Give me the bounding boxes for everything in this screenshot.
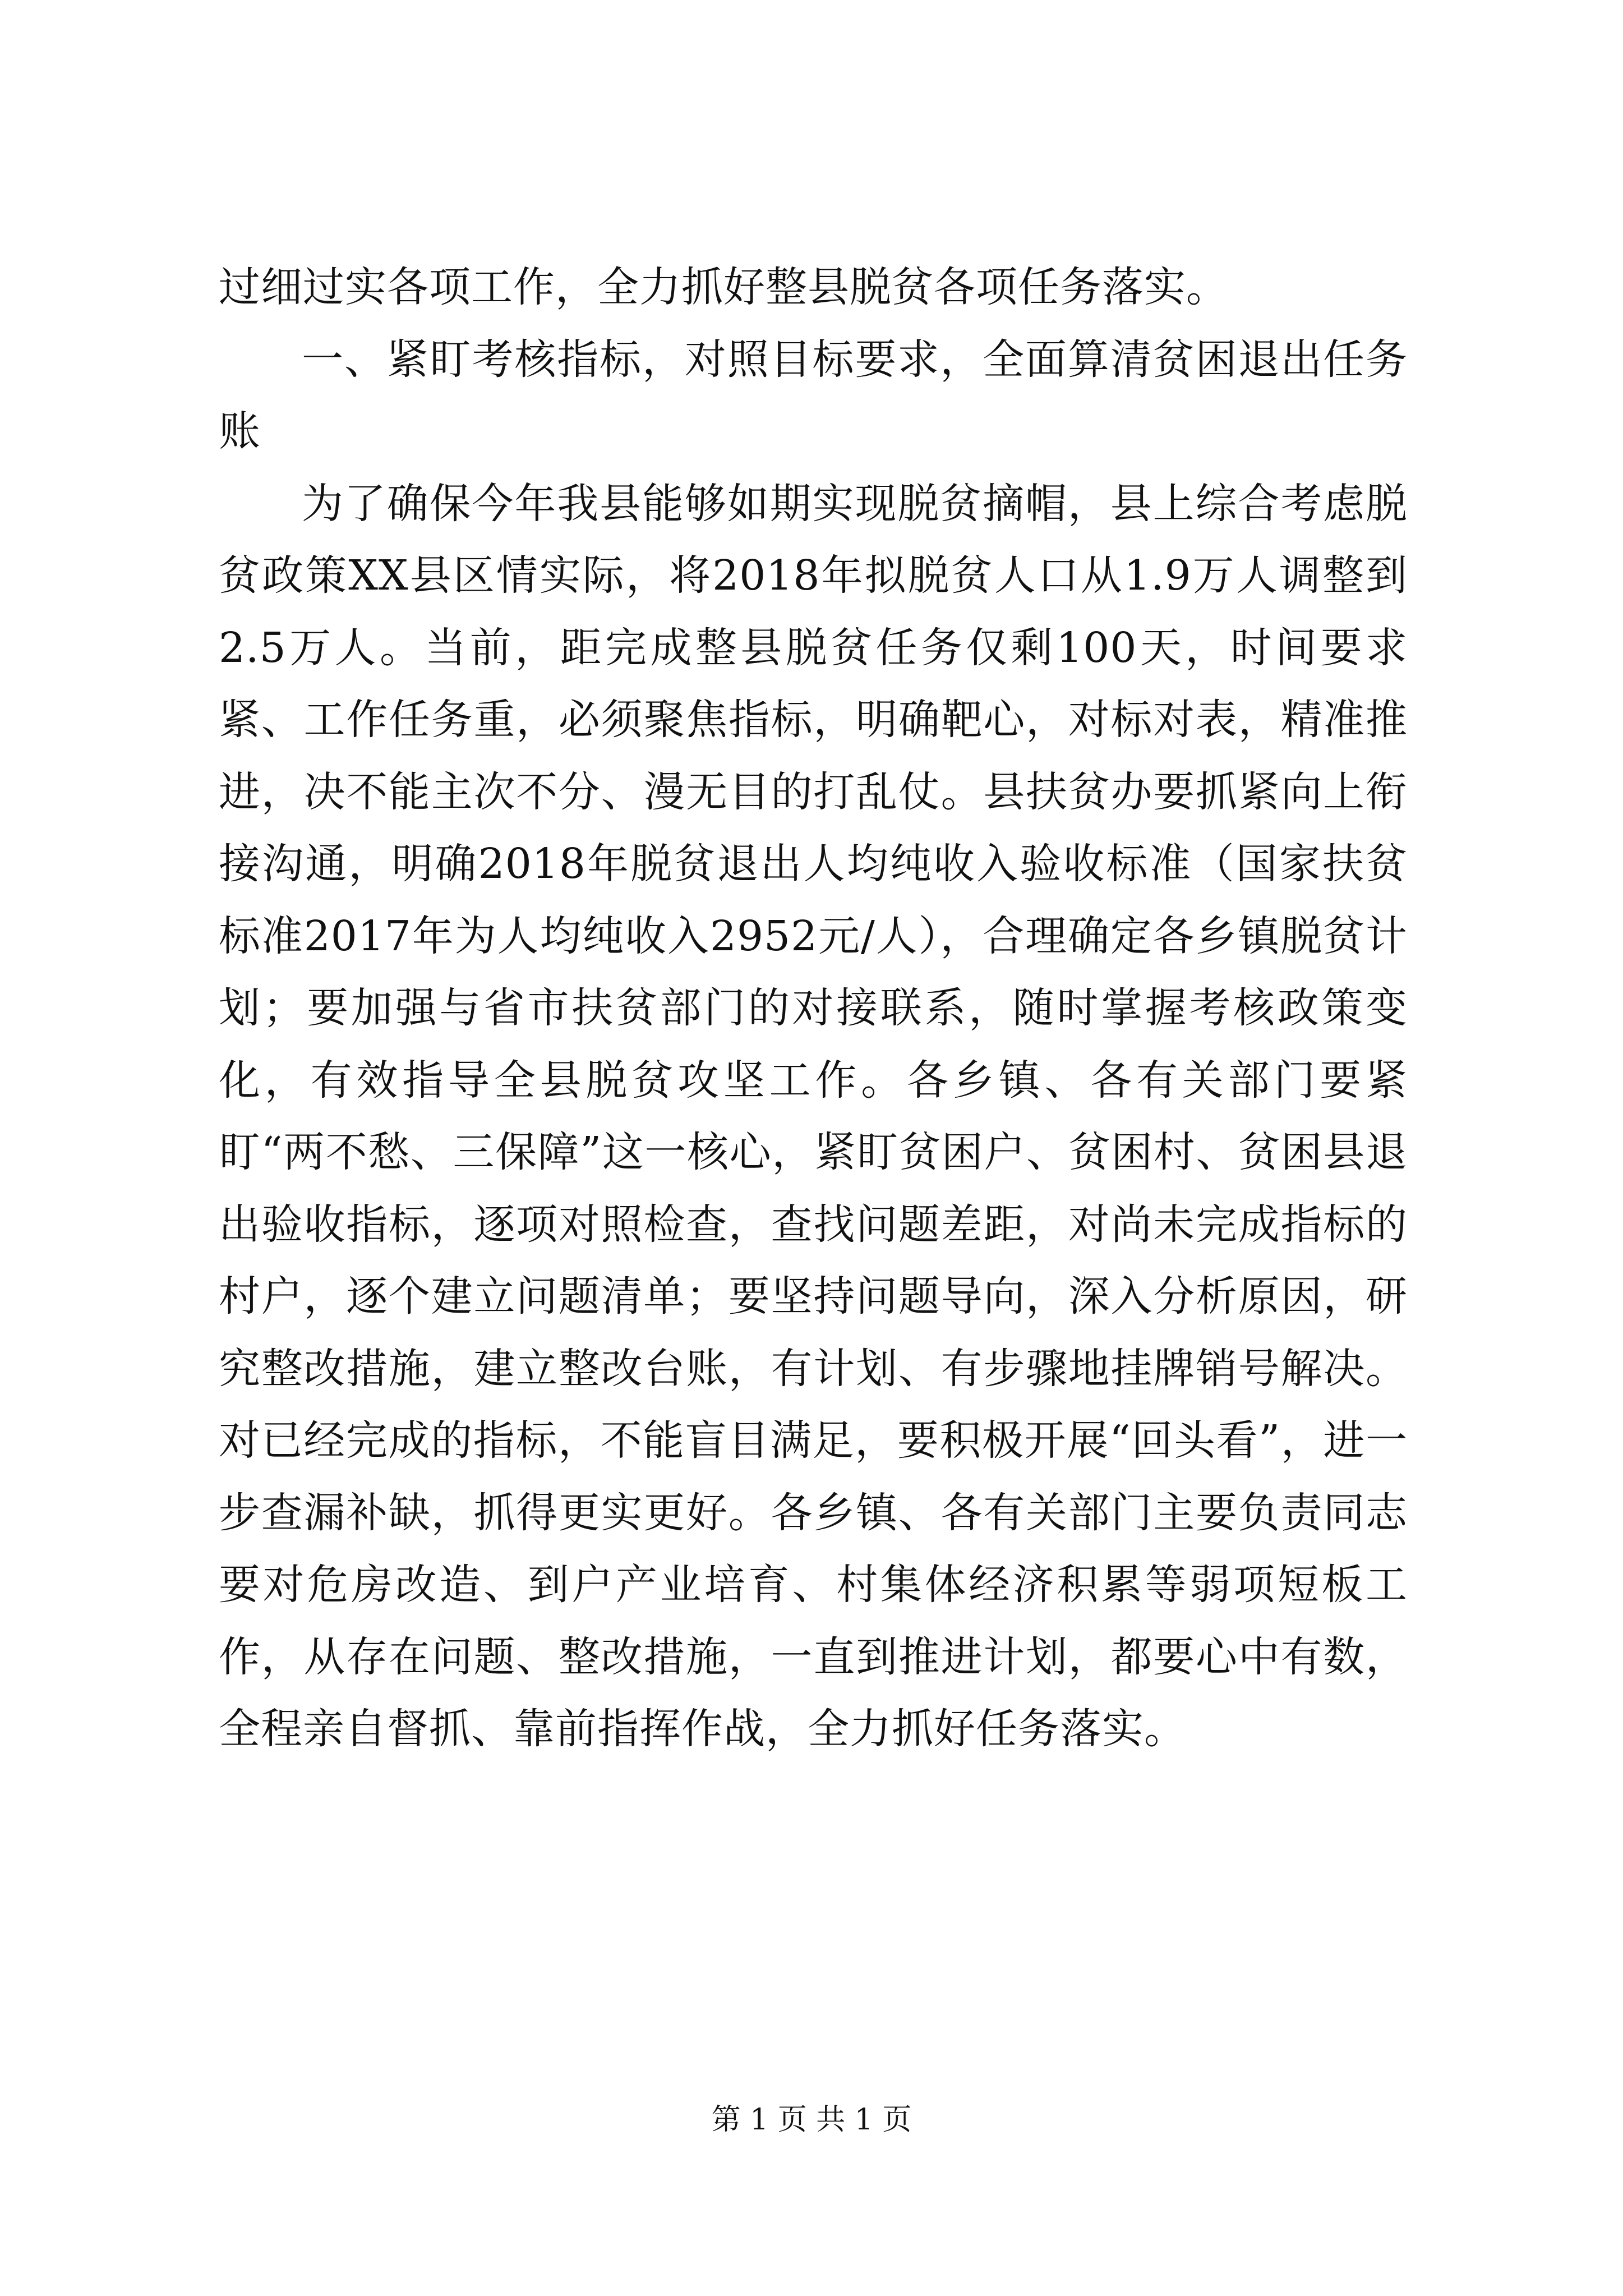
paragraph-continuation: 过细过实各项工作，全力抓好整县脱贫各项任务落实。 [219, 263, 1228, 311]
paragraph-main: 为了确保今年我县能够如期实现脱贫摘帽，县上综合考虑脱贫政策XX县区情实际，将2018年拟脱贫人口从1.9万人调整到2.5万人。当前，距完成整县脱贫任务仅剩100天，时间要求紧、工作任务重，必须聚焦指标，明确靶心，对标对表，精准推进，决不能主次不分、漫无目的打乱仗。县扶贫办要抓紧向上衔接沟通，明确2018年脱贫退出人均纯收入验收标准（国家扶贫标准2017年为人均纯收入2952元/人），合理确定各乡镇脱贫计划；要加强与省市扶贫部门的对接联系，随时掌握考核政策变化，有效指导全县脱贫攻坚工作。各乡镇、各有关部门要紧盯“两不愁、三保障”这一核心，紧盯贫困户、贫困村、贫困县退出验收指标，逐项对照检查，查找问题差距，对尚未完成指标的村户，逐个建立问题清单；要坚持问题导向，深入分析原因，研究整改措施，建立整改台账，有计划、有步骤地挂牌销号解决。对已经完成的指标，不能盲目满足，要积极开展“回头看”，进一步查漏补缺，抓得更实更好。各乡镇、各有关部门主要负责同志要对危房改造、到户产业培育、村集体经济积累等弱项短板工作，从存在问题、整改措施，一直到推进计划，都要心中有数，全程亲自督抓、靠前指挥作战，全力抓好任务落实。 [219, 479, 1408, 1753]
page-footer: 第 1 页 共 1 页 [711, 2103, 912, 2137]
document-body [219, 251, 1408, 1765]
section-heading: 一、紧盯考核指标，对照目标要求，全面算清贫困退出任务账 [219, 335, 1408, 455]
